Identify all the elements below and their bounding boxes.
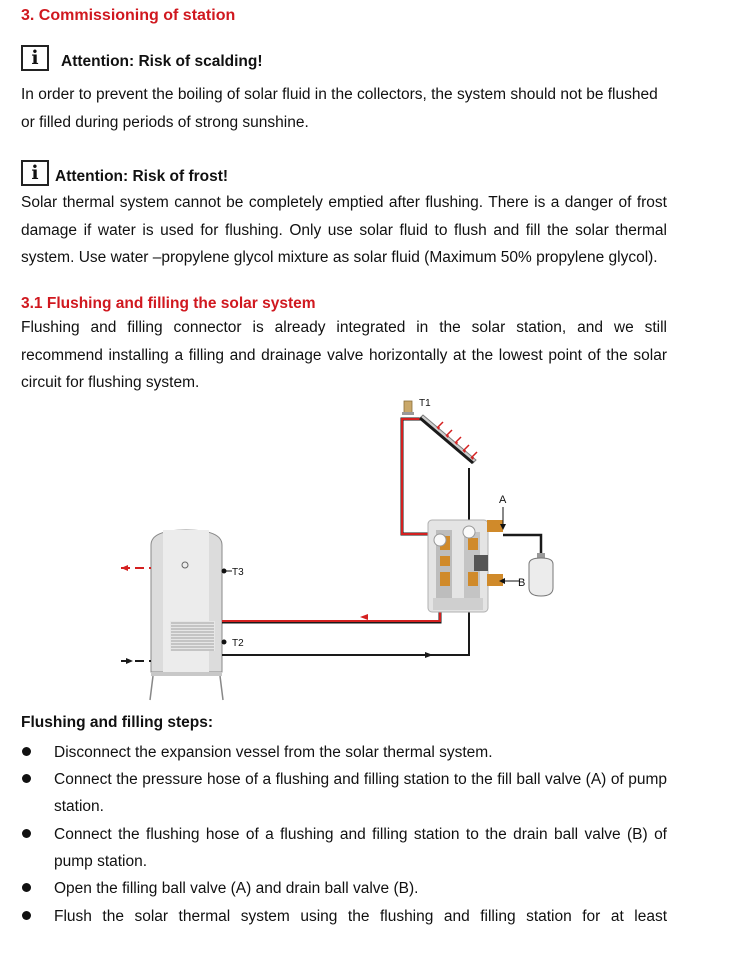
bullet-icon xyxy=(22,774,31,783)
sensor-t2 xyxy=(222,638,245,649)
step-item: Flush the solar thermal system using the flushing and filling station for at least xyxy=(54,908,667,925)
svg-text:A: A xyxy=(499,494,507,506)
svg-text:T2: T2 xyxy=(232,638,244,649)
subsection-text: Flushing and filling connector is already integrated in the solar station, and we still recommend installing a filling and drainage valve horizontally at the lowest point of the solar circuit for flushing system. xyxy=(21,319,667,391)
flow-arrow-icon xyxy=(425,652,433,658)
hot-water-outlet xyxy=(121,565,151,571)
attention-frost-title: Attention: Risk of frost! xyxy=(55,168,229,185)
step-item: Open the filling ball valve (A) and drain ball valve (B). xyxy=(54,880,419,897)
svg-text:T3: T3 xyxy=(232,567,244,578)
pump-station xyxy=(428,520,503,612)
bullet-icon xyxy=(22,911,31,920)
expansion-vessel xyxy=(503,535,553,596)
sensor-t1 xyxy=(419,398,431,409)
section-title: 3. Commissioning of station xyxy=(21,7,236,24)
subsection-title: 3.1 Flushing and filling the solar system xyxy=(21,295,316,312)
attention-scalding-title: Attention: Risk of scalding! xyxy=(61,53,263,70)
attention-scalding-header xyxy=(21,45,263,71)
steps-title: Flushing and filling steps: xyxy=(21,714,214,731)
hot-circuit-line xyxy=(222,419,443,622)
attention-frost-header xyxy=(21,160,228,186)
heat-exchanger-coil xyxy=(170,621,215,651)
solar-system-diagram xyxy=(0,390,756,710)
storage-tank xyxy=(150,530,223,700)
svg-text:B: B xyxy=(518,577,526,589)
svg-text:T1: T1 xyxy=(419,398,431,409)
solar-collector xyxy=(420,415,477,463)
flow-arrow-icon xyxy=(360,614,368,620)
info-icon: i xyxy=(21,45,49,71)
step-item: Connect the flushing hose of a flushing and filling station to the drain ball valve (B) of pump station. xyxy=(54,826,667,870)
attention-frost-text: Solar thermal system cannot be completely emptied after flushing. There is a danger of frost damage if water is used for flushing. Only use solar fluid to flush and fill the solar thermal system. Use water –propylene glycol mixture as solar fluid (Maximum 50% propylene glycol). xyxy=(21,194,667,266)
step-item: Connect the pressure hose of a flushing and filling station to the fill ball valve (A) of pump station. xyxy=(54,771,667,815)
cold-water-inlet xyxy=(121,658,151,664)
bullet-icon xyxy=(22,747,31,756)
sensor-t3 xyxy=(222,567,245,578)
step-item: Disconnect the expansion vessel from the solar thermal system. xyxy=(54,744,493,761)
bullet-icon xyxy=(22,883,31,892)
air-vent xyxy=(402,401,414,415)
bullet-icon xyxy=(22,829,31,838)
attention-scalding-text: In order to prevent the boiling of solar fluid in the collectors, the system should not be flushed or filled during periods of strong sunshine. xyxy=(21,86,658,131)
info-icon: i xyxy=(21,160,49,186)
